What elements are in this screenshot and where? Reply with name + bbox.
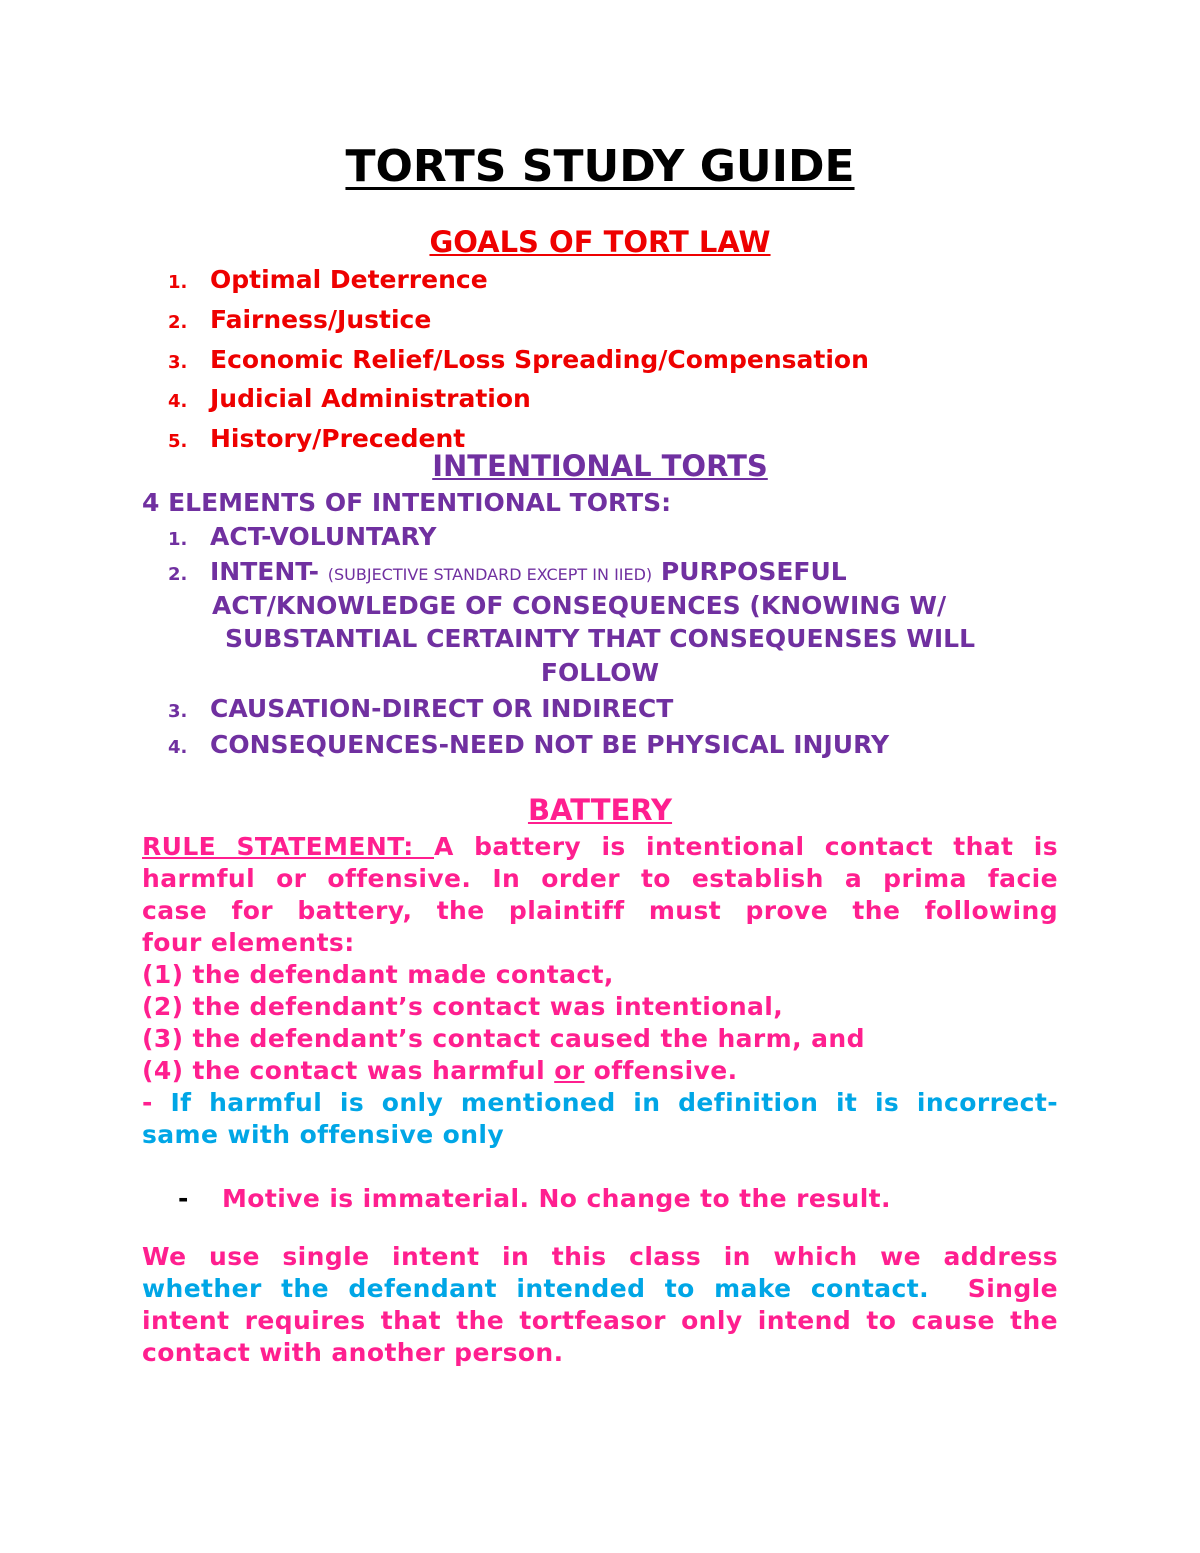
motive-dash: -: [178, 1184, 189, 1213]
motive-line: [178, 1183, 1058, 1215]
element-2: [168, 555, 847, 592]
list-text: Judicial Administration: [210, 384, 531, 414]
goals-heading: GOALS OF TORT LAW: [429, 225, 771, 259]
element-1: [168, 520, 437, 557]
note-line: same with offensive only: [142, 1120, 505, 1149]
intent-label: INTENT-: [210, 557, 320, 586]
single-intent-word: Single: [967, 1274, 1058, 1303]
single-intent-line: [142, 1273, 1058, 1305]
element-3: [168, 692, 673, 729]
list-item: [168, 342, 1068, 382]
list-text: CONSEQUENCES-NEED NOT BE PHYSICAL INJURY: [210, 730, 890, 759]
motive-text: Motive is immaterial. No change to the result.: [222, 1184, 891, 1213]
list-number: 2.: [168, 564, 188, 585]
rule-line: harmful or offensive. In order to establish a prima facie: [142, 864, 1058, 893]
list-number: 5.: [168, 431, 188, 453]
rule-line: four elements:: [142, 928, 355, 957]
list-number: 4.: [168, 737, 188, 758]
list-item: [168, 262, 1068, 302]
note-text: If harmful is only mentioned in definition it is incorrect-: [170, 1088, 1058, 1117]
list-number: 2.: [168, 311, 188, 333]
battery-heading: BATTERY: [527, 793, 673, 827]
rule-line: [142, 831, 1058, 863]
rule-label: RULE STATEMENT:: [142, 832, 435, 861]
battery-element-4: [142, 1055, 1058, 1087]
single-intent-cyan: whether the defendant intended to make contact.: [142, 1274, 929, 1303]
intentional-torts-heading: INTENTIONAL TORTS: [432, 449, 768, 483]
element-2-line-2: ACT/KNOWLEDGE OF CONSEQUENCES (KNOWING W/: [212, 591, 947, 620]
battery-element-4-end: offensive.: [584, 1056, 738, 1085]
battery-element-4-text: (4) the contact was harmful: [142, 1056, 555, 1085]
rule-statement: [142, 831, 1058, 1151]
single-intent-line: intent requires that the tortfeasor only intend to cause the: [142, 1306, 1058, 1335]
list-number: 1.: [168, 529, 188, 550]
goals-list: [168, 262, 1068, 461]
elements-lead: 4 ELEMENTS OF INTENTIONAL TORTS:: [142, 488, 672, 517]
rule-line: case for battery, the plaintiff must prove the following: [142, 896, 1058, 925]
list-text: ACT-VOLUNTARY: [210, 522, 437, 551]
rule-text: A battery is intentional contact that is: [434, 832, 1058, 861]
list-item: [168, 381, 1068, 421]
note-line: [142, 1087, 1058, 1119]
list-number: 3.: [168, 351, 188, 373]
intent-note: (SUBJECTIVE STANDARD EXCEPT IN IIED): [327, 565, 653, 584]
single-intent-line: contact with another person.: [142, 1338, 564, 1367]
single-intent-line: We use single intent in this class in which we address: [142, 1242, 1058, 1271]
list-number: 3.: [168, 701, 188, 722]
or-underlined: or: [554, 1056, 585, 1085]
element-2-line-4: FOLLOW: [540, 658, 660, 687]
page-title: TORTS STUDY GUIDE: [345, 141, 855, 192]
element-4: [168, 728, 889, 765]
list-text: Fairness/Justice: [210, 304, 432, 334]
list-text: History/Precedent: [210, 424, 466, 454]
battery-element-1: (1) the defendant made contact,: [142, 960, 614, 989]
battery-element-3: (3) the defendant’s contact caused the harm, and: [142, 1024, 865, 1053]
single-intent-paragraph: [142, 1241, 1058, 1369]
list-number: 4.: [168, 391, 188, 413]
list-item: [168, 302, 1068, 342]
list-text: Optimal Deterrence: [210, 265, 488, 294]
element-2-line-3: SUBSTANTIAL CERTAINTY THAT CONSEQUENSES WILL: [224, 624, 975, 653]
list-number: 1.: [168, 272, 188, 293]
note-dash: -: [142, 1088, 171, 1117]
list-text: CAUSATION-DIRECT OR INDIRECT: [210, 694, 674, 723]
list-text: Economic Relief/Loss Spreading/Compensation: [210, 344, 869, 374]
battery-element-2: (2) the defendant’s contact was intentional,: [142, 992, 784, 1021]
intent-purposeful: PURPOSEFUL: [660, 557, 847, 586]
